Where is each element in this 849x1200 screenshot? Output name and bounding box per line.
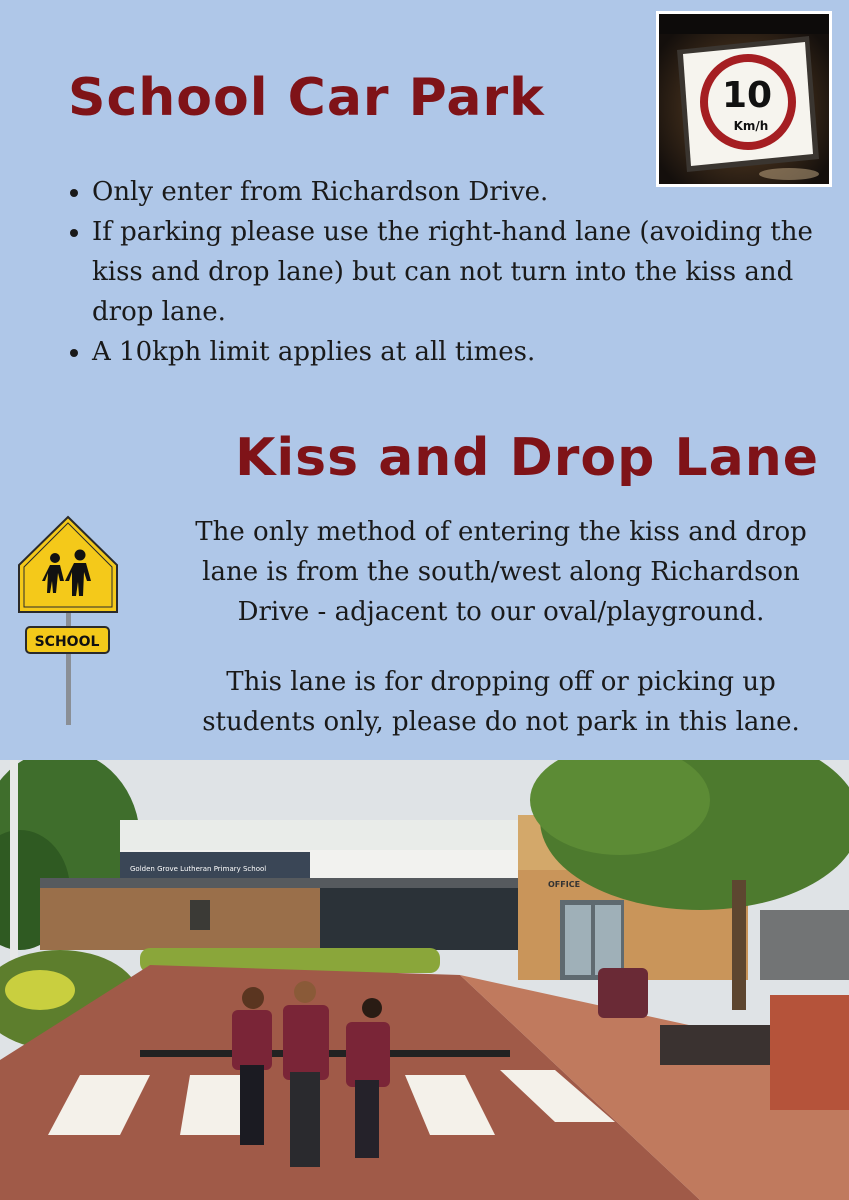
kiss-drop-title: Kiss and Drop Lane bbox=[235, 428, 819, 488]
list-item: • If parking please use the right-hand lane (avoiding the kiss and drop lane) but can not turn into the kiss and drop lane. bbox=[92, 212, 849, 332]
school-sign-label: SCHOOL bbox=[34, 634, 100, 650]
car-park-title: School Car Park bbox=[68, 68, 545, 128]
car-park-rules bbox=[58, 172, 849, 372]
kiss-drop-paragraph-1: The only method of entering the kiss and drop lane is from the south/west along Richardson Drive - adjacent to our oval/playground. bbox=[195, 517, 807, 627]
school-entrance-photo bbox=[0, 760, 849, 1200]
list-item: • Only enter from Richardson Drive. bbox=[92, 172, 849, 212]
school-crossing-sign-icon bbox=[15, 515, 125, 730]
speed-limit-photo bbox=[656, 11, 832, 187]
building-sign: Golden Grove Lutheran Primary School bbox=[130, 865, 267, 873]
speed-sign-number: 10 bbox=[721, 75, 773, 116]
speed-sign-unit: Km/h bbox=[733, 119, 769, 133]
kiss-drop-paragraph-2: This lane is for dropping off or picking up students only, please do not park in this lane. bbox=[202, 667, 800, 737]
list-item: • A 10kph limit applies at all times. bbox=[92, 332, 849, 372]
office-sign: OFFICE bbox=[548, 880, 581, 889]
